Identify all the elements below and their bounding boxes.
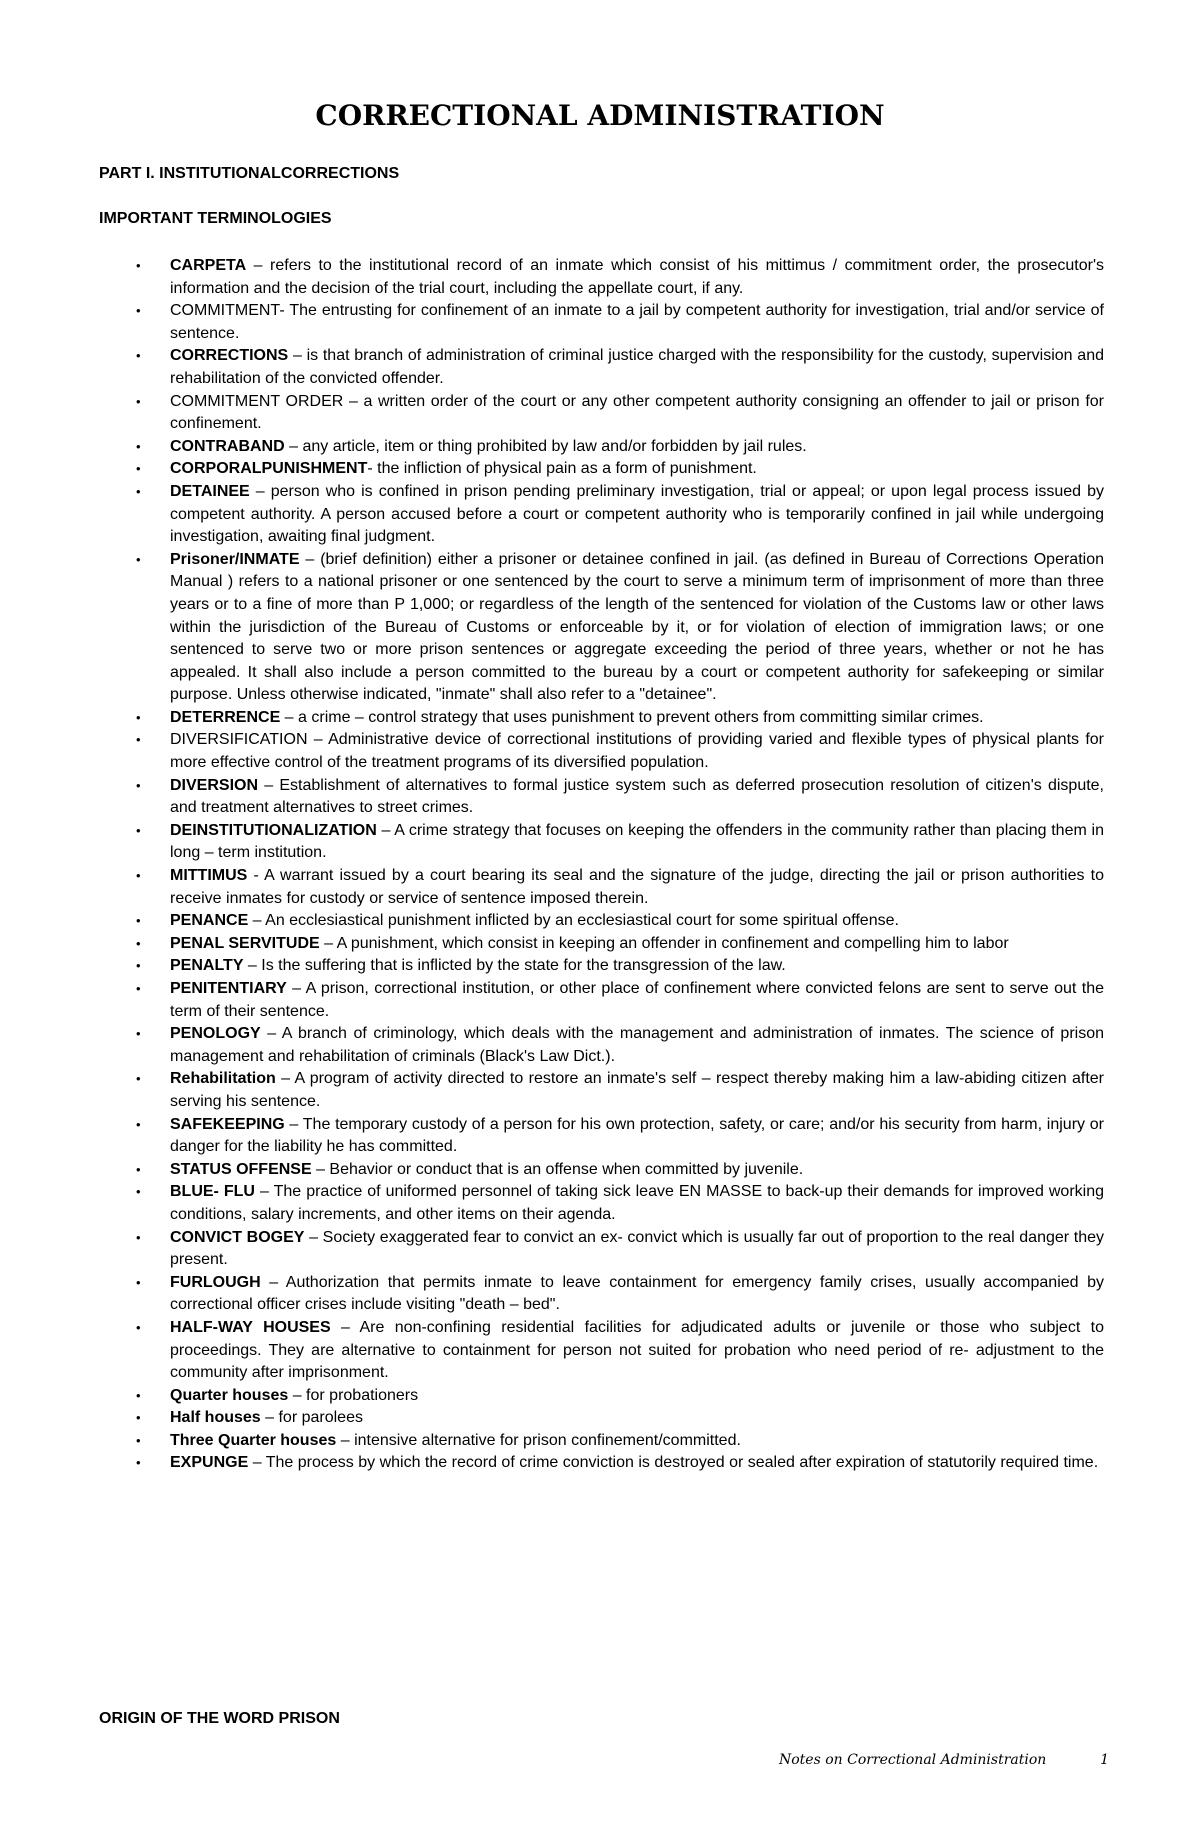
bullet-icon: • [136,1229,141,1245]
page-number: 1 [1100,1752,1109,1768]
term-name: Quarter houses [170,1386,289,1404]
section-heading: IMPORTANT TERMINOLOGIES [99,210,332,227]
bullet-icon: • [136,551,141,567]
list-item [99,1272,1104,1317]
term-definition: – intensive alternative for prison confinement/committed. [336,1431,741,1449]
list-item [99,1068,1104,1113]
page-footer [779,1752,1109,1768]
term-name: Prisoner/INMATE [170,550,300,568]
term-name: DIVERSION [170,776,259,794]
term-name: HALF-WAY HOUSES [170,1318,331,1336]
term-definition: – a crime – control strategy that uses punishment to prevent others from committing similar crimes. [280,708,984,726]
term-name: PENOLOGY [170,1025,261,1043]
bullet-icon: • [136,1432,141,1448]
term-name: CONVICT BOGEY [170,1228,305,1246]
bullet-icon: • [136,303,141,319]
list-item [99,910,1104,933]
bullet-icon: • [136,822,141,838]
list-item [99,1385,1104,1408]
bullet-icon: • [136,393,141,409]
list-item [99,255,1104,300]
term-definition: – A program of activity directed to restore an inmate's self – respect thereby making him a law-abiding citizen after serving his sentence. [170,1070,1104,1110]
bullet-icon: • [136,1026,141,1042]
term-definition: COMMITMENT- The entrusting for confinement of an inmate to a jail by competent authority for investigation, trial and/or service of sentence. [170,302,1104,342]
bullet-icon: • [136,258,141,273]
list-item [99,978,1104,1023]
term-name: Half houses [170,1409,261,1427]
term-definition: – The temporary custody of a person for his own protection, safety, or care; and/or his security from harm, injury or danger for the liability he has committed. [170,1115,1104,1156]
bullet-icon: • [136,1410,141,1426]
term-definition: DIVERSIFICATION – Administrative device of correctional institutions of providing varied and flexible types of physical plants for more effective control of the treatment programs of its diversified population. [170,731,1104,772]
bullet-icon: • [136,1184,141,1200]
bullet-icon: • [136,1116,141,1132]
term-name: PENAL SERVITUDE [170,934,320,952]
bullet-icon: • [136,777,141,793]
list-item [99,1407,1104,1430]
list-item [99,1181,1104,1226]
term-name: DETERRENCE [170,708,281,726]
term-name: CORRECTIONS [170,347,289,365]
bullet-icon: • [136,935,141,951]
footer-text: Notes on Correctional Administration [779,1752,1047,1768]
term-definition: – (brief definition) either a prisoner or detainee confined in jail. (as defined in Bureau of Corrections Operation Manual ) refers to a national prisoner or one sentenced by the court to serve a minimum term of imprisonment of more than three years or to a fine of more than P 1,000; or regardless of the length of the sentenced for violation of the Customs law or other laws within the jurisdiction of the Bureau of Customs or enforceable by it, or for violation of election of immigration laws; or one sentenced to serve two or more prison sentences or aggregate exceeding the period of three years, whether or not he has appealed. It shall also include a person committed to the bureau by a court or competent authority for safekeeping or similar purpose. Unless otherwise indicated, "inmate" shall also refer to a "detainee". [170,550,1104,704]
list-item [99,436,1104,459]
list-item [99,549,1104,707]
bullet-icon: • [136,1319,141,1335]
term-definition: – Behavior or conduct that is an offense when committed by juvenile. [311,1160,804,1178]
term-definition: – The process by which the record of crime conviction is destroyed or sealed after expiration of statutorily required time. [248,1454,1099,1472]
list-item [99,345,1104,390]
term-definition: – A punishment, which consist in keeping an offender in confinement and compelling him to labor [319,934,1009,952]
term-definition: – The practice of uniformed personnel of taking sick leave EN MASSE to back-up their demands for improved working conditions, salary increments, and other items on their agenda. [170,1183,1104,1223]
list-item [99,458,1104,481]
term-name: Three Quarter houses [170,1431,337,1449]
terminology-list [99,255,1104,1475]
term-definition: – Is the suffering that is inflicted by the state for the transgression of the law. [243,957,786,975]
term-name: PENITENTIARY [170,980,287,997]
term-definition: – Establishment of alternatives to formal justice system such as deferred prosecution resolution of citizen's dispute, and treatment alternatives to street crimes. [170,776,1104,817]
list-item [99,865,1104,910]
list-item [99,1159,1104,1182]
term-definition: – for probationers [288,1386,419,1404]
term-definition: – refers to the institutional record of an inmate which consist of his mittimus / commitment order, the prosecutor's information and the decision of the trial court, including the appellate court, if any. [170,257,1104,297]
list-item [99,729,1104,774]
bullet-icon: • [136,483,141,499]
bullet-icon: • [136,868,141,884]
list-item [99,300,1104,345]
term-definition: – A prison, correctional institution, or other place of confinement where convicted felons are sent to serve out the term of their sentence. [170,980,1104,1020]
bullet-icon: • [136,913,141,929]
bullet-icon: • [136,438,141,454]
list-item [99,955,1104,978]
term-definition: – person who is confined in prison pending preliminary investigation, trial or appeal; or upon legal process issued by competent authority. A person accused before a court or competent authority who is temporarily confined in jail while undergoing investigation, awaiting final judgment. [170,482,1104,546]
term-name: MITTIMUS [170,867,248,885]
bullet-icon: • [136,1071,141,1087]
term-definition: – An ecclesiastical punishment inflicted by an ecclesiastical court for some spiritual offense. [248,912,899,930]
term-definition: – for parolees [260,1409,363,1427]
bullet-icon: • [136,709,141,725]
list-item [99,820,1104,865]
term-definition: - A warrant issued by a court bearing its seal and the signature of the judge, directing the jail or prison authorities to receive inmates for custody or service of sentence imposed therein. [170,867,1104,907]
term-name: BLUE- FLU [170,1183,255,1201]
section-heading-origin: ORIGIN OF THE WORD PRISON [99,1710,340,1727]
term-definition: – Society exaggerated fear to convict an ex- convict which is usually far out of proportion to the real danger they present. [170,1228,1105,1269]
term-name: SAFEKEEPING [170,1115,285,1133]
list-item [99,1430,1104,1453]
term-definition: – any article, item or thing prohibited by law and/or forbidden by jail rules. [284,437,807,455]
term-name: PENALTY [170,957,244,975]
term-definition: COMMITMENT ORDER – a written order of the court or any other competent authority consigning an offender to jail or prison for confinement. [170,392,1104,433]
term-definition: – is that branch of administration of criminal justice charged with the responsibility for the custody, supervision and rehabilitation of the convicted offender. [170,347,1104,387]
bullet-icon: • [136,1455,141,1471]
term-definition: – Authorization that permits inmate to leave containment for emergency family crises, usually accompanied by correctional officer crises include visiting "death – bed". [170,1273,1104,1314]
bullet-icon: • [136,732,141,748]
list-item [99,1227,1104,1272]
bullet-icon: • [136,958,141,974]
list-item [99,1114,1104,1159]
bullet-icon: • [136,1387,141,1403]
list-item [99,707,1104,730]
term-definition: – Are non-confining residential facilities for adjudicated adults or juvenile or those who subject to proceedings. They are alternative to containment for person not suited for probation who need period of re- adjustment to the community after imprisonment. [170,1318,1105,1382]
term-name: DEINSTITUTIONALIZATION [170,821,377,839]
bullet-icon: • [136,981,141,996]
term-definition: – A branch of criminology, which deals with the management and administration of inmates. The science of prison management and rehabilitation of criminals (Black's Law Dict.). [170,1025,1104,1065]
term-name: CORPORALPUNISHMENT [170,460,368,478]
bullet-icon: • [136,461,141,477]
list-item [99,1317,1104,1385]
bullet-icon: • [136,1274,141,1290]
document-title: CORRECTIONAL ADMINISTRATION [315,99,885,132]
term-name: FURLOUGH [170,1273,261,1291]
term-name: CARPETA [170,257,247,274]
list-item [99,481,1104,549]
list-item [99,391,1104,436]
term-name: DETAINEE [170,482,250,500]
bullet-icon: • [136,1161,141,1177]
list-item [99,1452,1104,1475]
list-item [99,1023,1104,1068]
term-name: PENANCE [170,912,249,930]
bullet-icon: • [136,348,141,364]
term-definition: - the infliction of physical pain as a form of punishment. [367,460,757,478]
list-item [99,775,1104,820]
list-item [99,933,1104,956]
term-definition: – A crime strategy that focuses on keeping the offenders in the community rather than placing them in long – term institution. [170,821,1104,862]
term-name: STATUS OFFENSE [170,1160,312,1178]
term-name: CONTRABAND [170,437,285,455]
term-name: EXPUNGE [170,1454,249,1472]
part-heading: PART I. INSTITUTIONALCORRECTIONS [99,165,400,182]
term-name: Rehabilitation [170,1070,276,1088]
